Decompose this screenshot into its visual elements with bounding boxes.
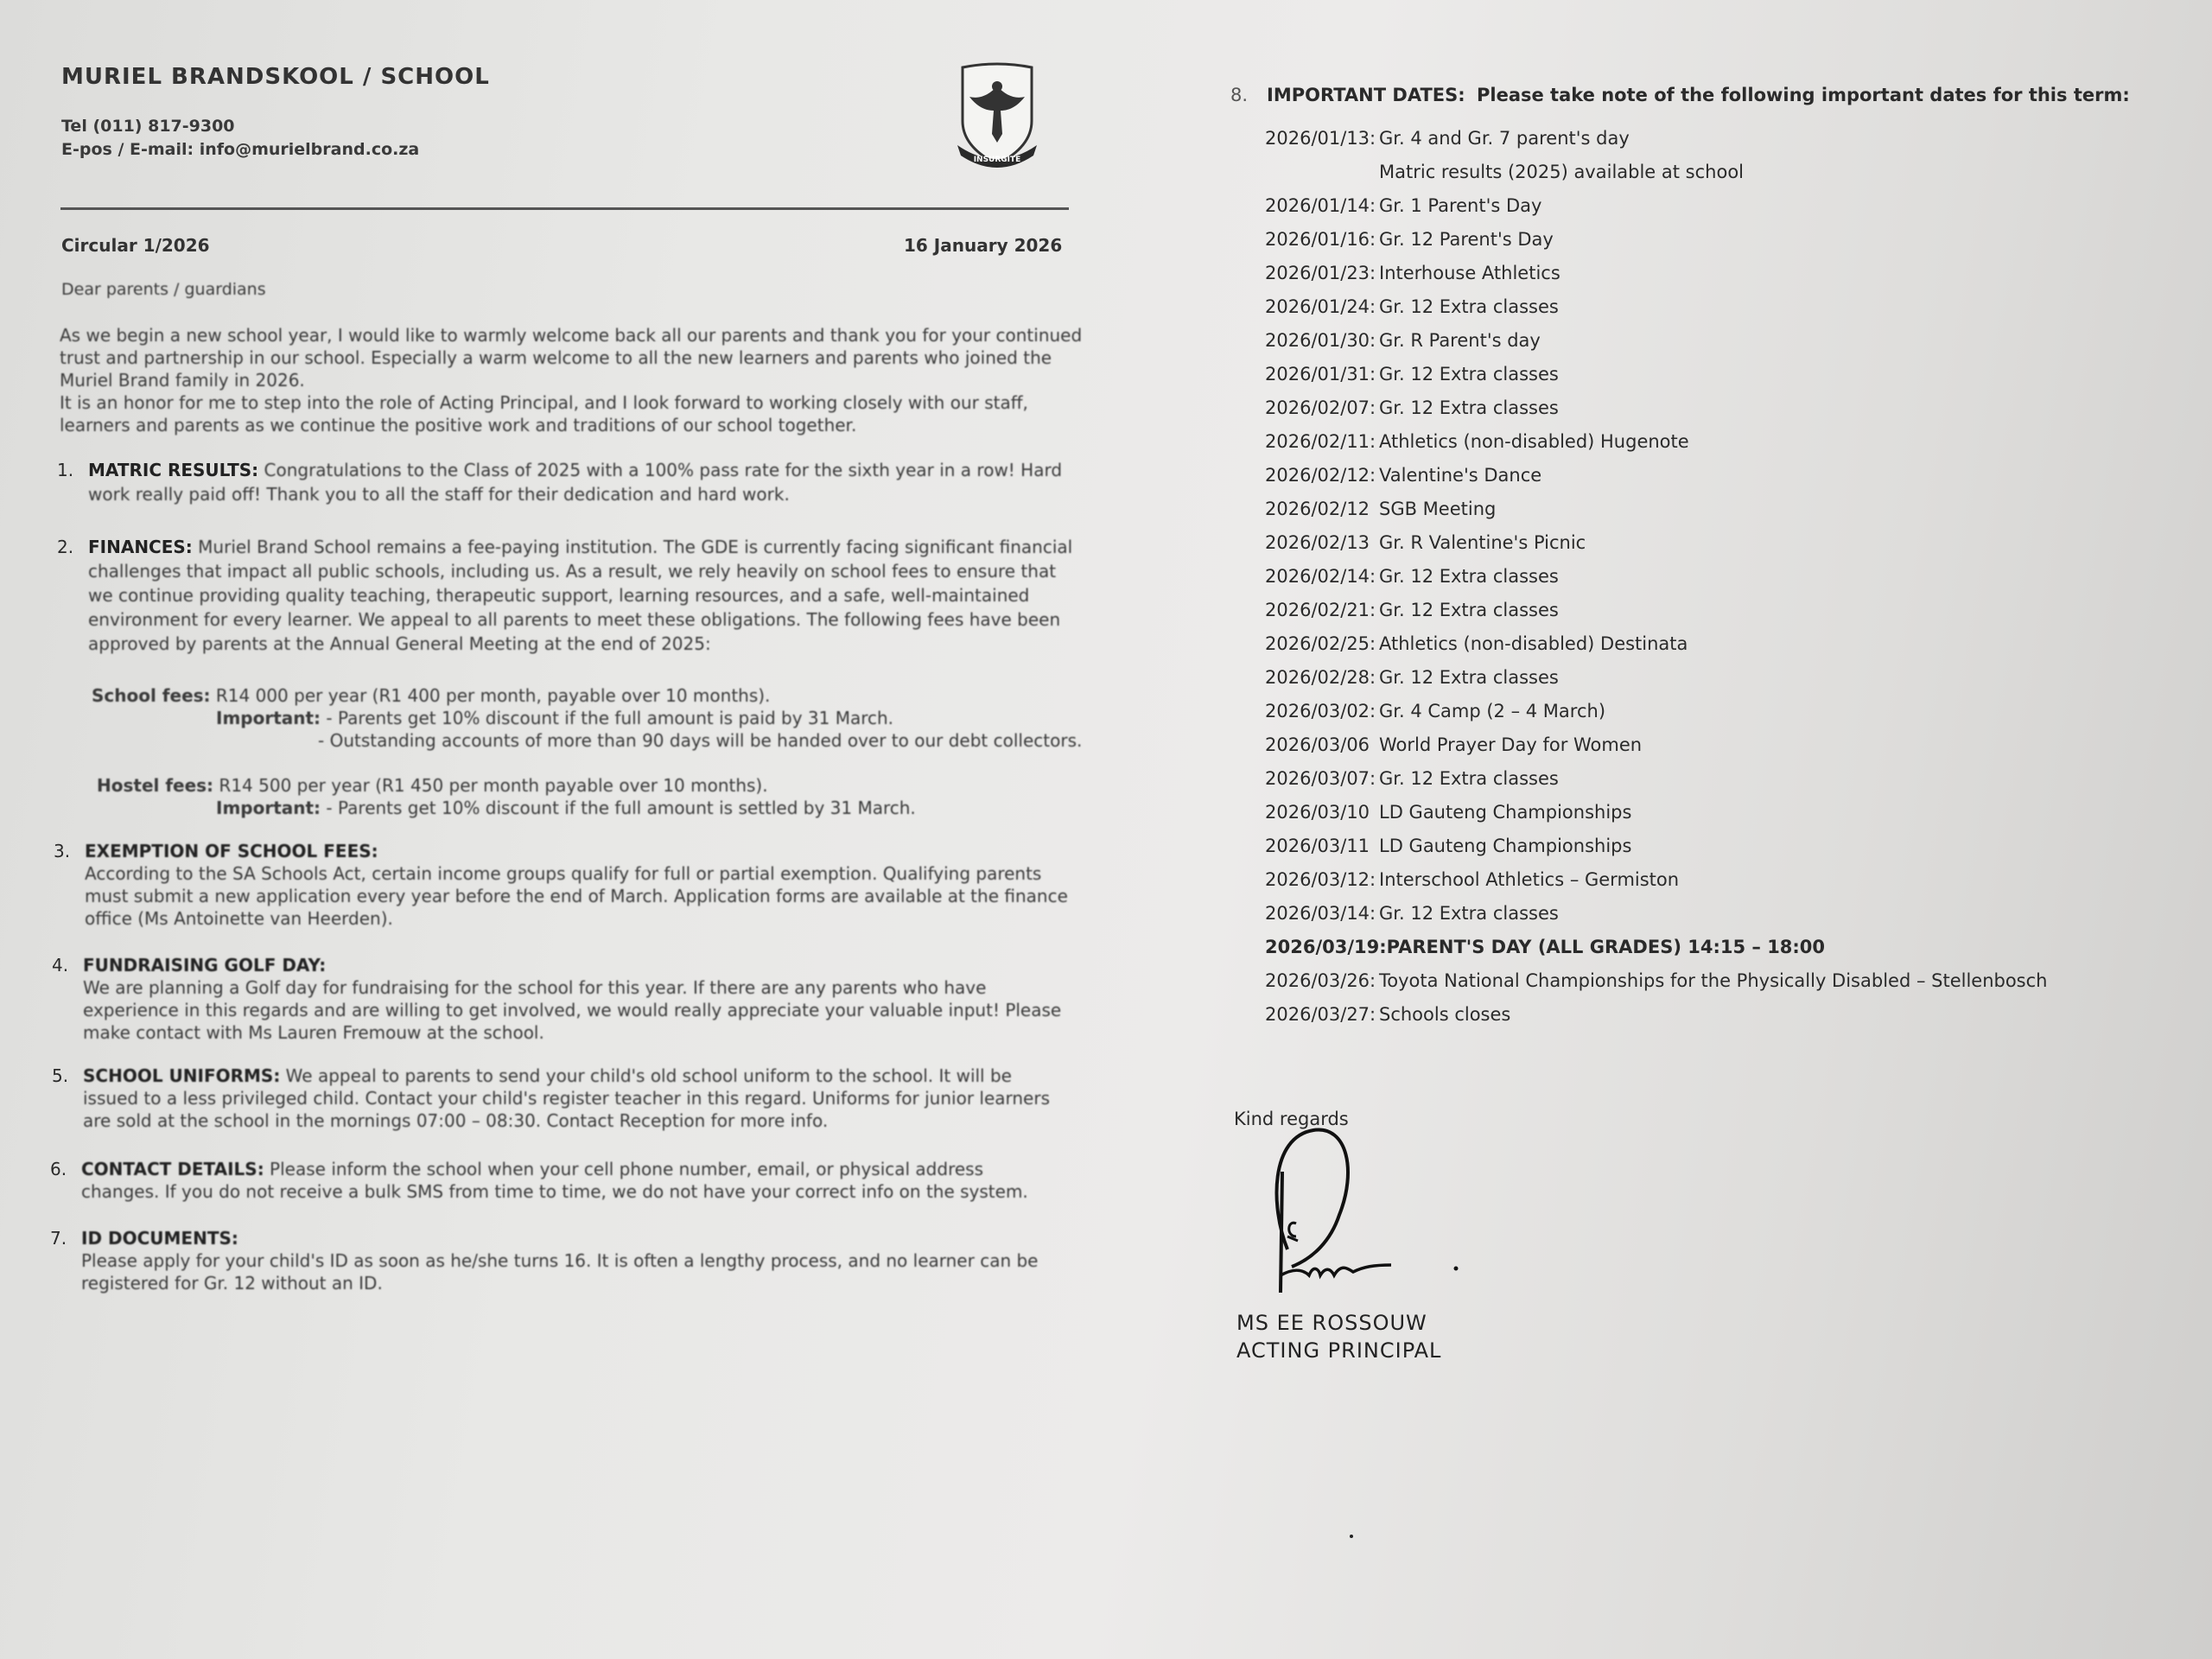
- date-entry-date: 2026/03/27:: [1265, 1004, 1376, 1025]
- hostel-fees-text: R14 500 per year (R1 450 per month payable over 10 months).: [219, 775, 768, 796]
- date-entry-event: Schools closes: [1379, 1004, 1511, 1025]
- date-entry: [1265, 802, 2047, 836]
- date-entry-date: 2026/03/11: [1265, 836, 1370, 856]
- date-entry-event: Gr. 12 Extra classes: [1379, 296, 1559, 317]
- date-entry: [1265, 296, 2047, 330]
- section-text: Please apply for your child's ID as soon as he/she turns 16. It is often a lengthy process, and no learner can be registered for Gr. 12 without an ID.: [81, 1250, 1039, 1294]
- date-entry: [1265, 330, 2047, 364]
- date-entry: [1265, 869, 2047, 903]
- date-entry-date: 2026/03/06: [1265, 734, 1370, 755]
- section-title: ID DOCUMENTS:: [81, 1228, 238, 1249]
- school-telephone: Tel (011) 817-9300: [61, 117, 235, 136]
- school-fees-note-1: - Parents get 10% discount if the full amount is paid by 31 March.: [326, 708, 894, 728]
- school-fees-note-2: - Outstanding accounts of more than 90 days will be handed over to our debt collectors.: [318, 730, 1083, 751]
- speck: [1350, 1535, 1353, 1538]
- signer-title: ACTING PRINCIPAL: [1236, 1338, 1442, 1363]
- date-entry-event: Gr. R Valentine's Picnic: [1379, 532, 1586, 553]
- date-entry: [1265, 903, 2047, 937]
- school-fees-label: School fees:: [92, 685, 211, 706]
- signer-block: [1236, 1309, 1441, 1364]
- date-entry-date: 2026/02/14:: [1265, 566, 1376, 587]
- school-name: MURIEL BRANDSKOOL / SCHOOL: [61, 64, 490, 90]
- section-fee-exemption: [54, 840, 1082, 930]
- date-entry-date: 2026/02/07:: [1265, 397, 1376, 418]
- date-entry-date: 2026/02/12: [1265, 499, 1370, 519]
- date-entry-event: World Prayer Day for Women: [1379, 734, 1643, 755]
- date-entry: [1265, 499, 2047, 532]
- section-number: 3.: [54, 841, 71, 861]
- section-number: 4.: [52, 955, 69, 976]
- date-entry-event: Gr. 4 and Gr. 7 parent's day: [1379, 128, 1630, 149]
- date-entry-date: 2026/02/11:: [1265, 431, 1376, 452]
- date-entry-event: Matric results (2025) available at school: [1379, 162, 1745, 182]
- date-entry-date: 2026/03/10: [1265, 802, 1370, 823]
- date-entry-event: Gr. R Parent's day: [1379, 330, 1541, 351]
- section-subtitle: Please take note of the following important dates for this term:: [1477, 85, 2130, 105]
- date-entry-event: Athletics (non-disabled) Hugenote: [1379, 431, 1689, 452]
- date-entry-date: 2026/03/19:: [1265, 937, 1387, 957]
- school-email: E-pos / E-mail: info@murielbrand.co.za: [61, 140, 420, 159]
- date-entry-date: 2026/03/26:: [1265, 970, 1376, 991]
- section-contact-details: [50, 1158, 1061, 1203]
- date-entry-date: 2026/01/14:: [1265, 195, 1376, 216]
- date-entry: [1265, 1004, 2047, 1038]
- intro-paragraph: [60, 324, 1088, 436]
- section-title: CONTACT DETAILS:: [81, 1159, 264, 1179]
- date-entry-date: 2026/03/07:: [1265, 768, 1376, 789]
- school-crest-logo: [954, 60, 1040, 173]
- date-entry-date: 2026/03/12:: [1265, 869, 1376, 890]
- section-id-documents: [50, 1227, 1061, 1294]
- date-entry-event: Gr. 12 Parent's Day: [1379, 229, 1554, 250]
- date-entry-date: 2026/01/23:: [1265, 263, 1376, 283]
- date-entry-event: Gr. 12 Extra classes: [1379, 397, 1559, 418]
- date-entry-date: 2026/02/21:: [1265, 600, 1376, 620]
- greeting: Dear parents / guardians: [61, 280, 266, 299]
- date-entry-date: 2026/03/02:: [1265, 701, 1376, 721]
- important-label: Important:: [216, 708, 321, 728]
- contact-block: [61, 115, 419, 162]
- date-entry: [1265, 970, 2047, 1004]
- section-matric-results: [57, 458, 1077, 506]
- date-entry-date: 2026/03/14:: [1265, 903, 1376, 924]
- school-fees-block: [92, 684, 1094, 752]
- date-entry: [1265, 397, 2047, 431]
- date-entry-event: Valentine's Dance: [1379, 465, 1542, 486]
- section-text: Muriel Brand School remains a fee-paying institution. The GDE is currently facing significant financial challenges that impact all public schools, including us. As a result, we rely heavily on school fees to ensure that we continue providing quality teaching, therapeutic support, learning resources, and a safe, well-maintained environment for every learner. We appeal to all parents to meet these obligations. The following fees have been approved by parents at the Annual General Meeting at the end of 2025:: [88, 537, 1073, 654]
- circular-date: 16 January 2026: [904, 235, 1063, 256]
- date-entry-event: Gr. 12 Extra classes: [1379, 768, 1559, 789]
- signer-name: MS EE ROSSOUW: [1236, 1311, 1427, 1335]
- date-entry-date: 2026/01/13:: [1265, 128, 1376, 149]
- section-text: Please inform the school when your cell phone number, email, or physical address changes. If you do not receive a bulk SMS from time to time, we do not have your correct info on the system.: [81, 1159, 1028, 1202]
- date-entry-event: Gr. 12 Extra classes: [1379, 566, 1559, 587]
- principal-signature: [1262, 1120, 1469, 1319]
- date-entry: [1265, 229, 2047, 263]
- date-entry: [1265, 263, 2047, 296]
- section-text: We appeal to parents to send your child's old school uniform to the school. It will be issued to a less privileged child. Contact your child's register teacher in this regard. Uniforms for junior learners are sold at the school in the mornings 07:00 – 08:30. Contact Reception for more info.: [83, 1065, 1051, 1131]
- date-entry-date: 2026/01/16:: [1265, 229, 1376, 250]
- date-entry: [1265, 566, 2047, 600]
- date-entry-date: 2026/02/12:: [1265, 465, 1376, 486]
- date-entry-event: Gr. 12 Extra classes: [1379, 600, 1559, 620]
- school-fees-text: R14 000 per year (R1 400 per month, payable over 10 months).: [215, 685, 771, 706]
- section-number: 1.: [57, 460, 74, 480]
- section-text: We are planning a Golf day for fundraising for the school for this year. If there are any parents who have experience in this regards and are willing to get involved, we would really appreciate your valuable input! Please make contact with Ms Lauren Fremouw at the school.: [83, 977, 1062, 1043]
- date-entry-event: LD Gauteng Championships: [1379, 802, 1632, 823]
- kind-regards: Kind regards: [1234, 1109, 1349, 1129]
- section-title: SCHOOL UNIFORMS:: [83, 1065, 281, 1086]
- intro-line-2: It is an honor for me to step into the role of Acting Principal, and I look forward to working closely with our staff, learners and parents as we continue the positive work and traditions of our school together.: [60, 392, 1028, 435]
- date-entry: [1265, 768, 2047, 802]
- date-entry: [1265, 431, 2047, 465]
- section-text: Congratulations to the Class of 2025 with a 100% pass rate for the sixth year in a row! Hard work really paid off! Thank you to all the staff for their dedication and hard work.: [88, 460, 1063, 505]
- header-divider: [60, 207, 1069, 210]
- date-entry-date: 2026/01/24:: [1265, 296, 1376, 317]
- section-title: IMPORTANT DATES:: [1267, 85, 1465, 105]
- date-entry: [1265, 600, 2047, 633]
- date-entry-event: LD Gauteng Championships: [1379, 836, 1632, 856]
- date-entry-date: 2026/01/30:: [1265, 330, 1376, 351]
- section-title: FINANCES:: [88, 537, 193, 557]
- hostel-fees-label: Hostel fees:: [97, 775, 214, 796]
- date-entry: [1265, 633, 2047, 667]
- date-entry-date: 2026/02/13: [1265, 532, 1370, 553]
- date-entry: [1265, 128, 2047, 162]
- section-school-uniforms: [52, 1065, 1063, 1132]
- section-finances: [57, 535, 1077, 656]
- hostel-fees-note: - Parents get 10% discount if the full amount is settled by 31 March.: [326, 798, 916, 818]
- date-entry-event: SGB Meeting: [1379, 499, 1497, 519]
- date-entry: [1265, 465, 2047, 499]
- date-entry: [1265, 195, 2047, 229]
- section-text: According to the SA Schools Act, certain income groups qualify for full or partial exemption. Qualifying parents must submit a new application every year before the end of March. Application forms are available at the finance office (Ms Antoinette van Heerden).: [85, 863, 1068, 929]
- date-entry: [1265, 734, 2047, 768]
- date-entry-event: Athletics (non-disabled) Destinata: [1379, 633, 1688, 654]
- section-number: 2.: [57, 537, 74, 557]
- date-entry-event: Gr. 12 Extra classes: [1379, 903, 1559, 924]
- date-entry-event: Gr. 1 Parent's Day: [1379, 195, 1542, 216]
- important-dates-heading: [1230, 85, 2130, 105]
- section-title: MATRIC RESULTS:: [88, 460, 259, 480]
- date-entry-event: Interschool Athletics – Germiston: [1379, 869, 1680, 890]
- date-entry: [1265, 667, 2047, 701]
- section-title: FUNDRAISING GOLF DAY:: [83, 955, 327, 976]
- date-entry-event: Gr. 12 Extra classes: [1379, 364, 1559, 385]
- date-entry-event: PARENT'S DAY (ALL GRADES) 14:15 – 18:00: [1386, 937, 1826, 957]
- date-entry: [1265, 162, 2047, 195]
- date-entry: [1265, 701, 2047, 734]
- section-title: EXEMPTION OF SCHOOL FEES:: [85, 841, 378, 861]
- date-entry-event: Gr. 12 Extra classes: [1379, 667, 1559, 688]
- section-number: 5.: [52, 1065, 69, 1086]
- important-dates-list: [1265, 128, 2047, 1038]
- intro-line-1: As we begin a new school year, I would like to warmly welcome back all our parents and thank you for your continued trust and partnership in our school. Especially a warm welcome to all the new learners and parents who joined the Muriel Brand family in 2026.: [60, 325, 1083, 391]
- date-entry-event: Gr. 4 Camp (2 – 4 March): [1379, 701, 1606, 721]
- date-entry: [1265, 937, 2047, 970]
- date-entry-date: 2026/01/31:: [1265, 364, 1376, 385]
- date-entry: [1265, 836, 2047, 869]
- date-entry-event: Interhouse Athletics: [1379, 263, 1560, 283]
- circular-number: Circular 1/2026: [61, 235, 210, 256]
- date-entry-event: Toyota National Championships for the Physically Disabled – Stellenbosch: [1379, 970, 2048, 991]
- crest-motto: INSURGITE: [973, 156, 1021, 164]
- section-golf-day: [52, 954, 1071, 1044]
- hostel-fees-block: [97, 774, 1090, 819]
- date-entry: [1265, 364, 2047, 397]
- date-entry-date: 2026/02/25:: [1265, 633, 1376, 654]
- section-number: 7.: [50, 1228, 67, 1249]
- date-entry: [1265, 532, 2047, 566]
- important-label: Important:: [216, 798, 321, 818]
- date-entry-date: 2026/02/28:: [1265, 667, 1376, 688]
- section-number: 8.: [1230, 85, 1249, 105]
- section-number: 6.: [50, 1159, 67, 1179]
